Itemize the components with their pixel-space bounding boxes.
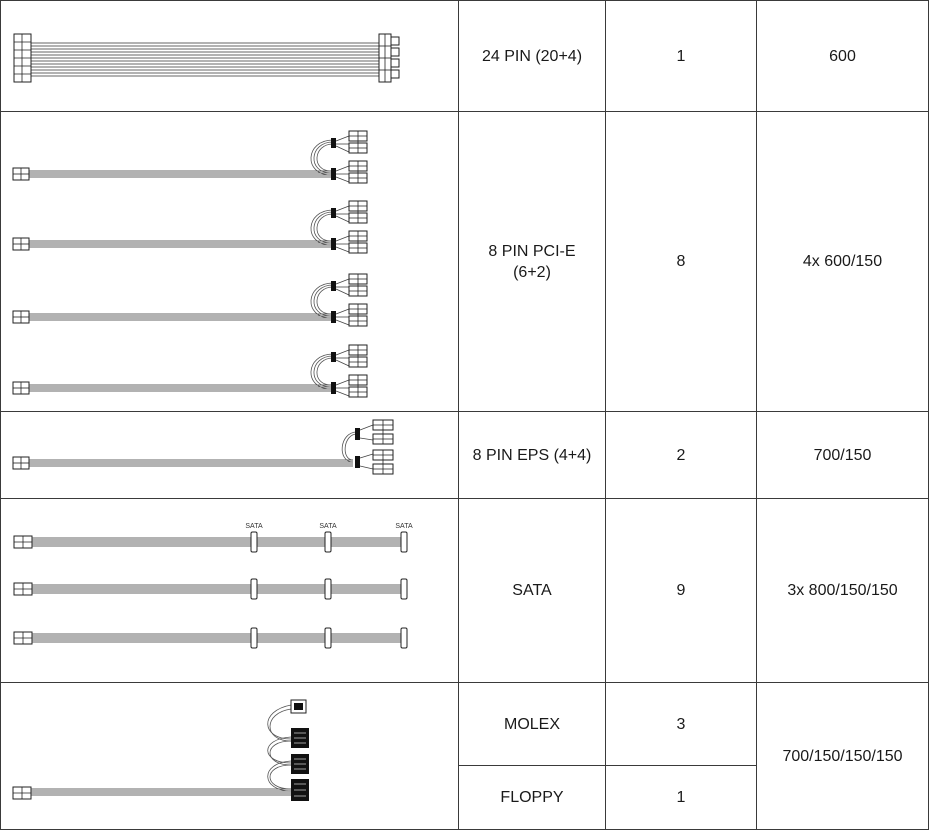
cable-length: 700/150: [813, 446, 872, 464]
cell-name-pcie: [470, 112, 594, 411]
cell-count-24pin: [606, 1, 756, 111]
connector-name: FLOPPY: [500, 789, 564, 806]
connector-count: 1: [676, 47, 686, 65]
sata-label: SATA: [395, 523, 413, 530]
cable-length: 4x 600/150: [802, 253, 883, 270]
connector-count: 8: [676, 253, 686, 270]
cable-length: 3x 800/150/150: [787, 582, 898, 599]
connector-name: SATA: [512, 582, 552, 599]
connector-name: 8 PIN PCI-E (6+2): [488, 242, 576, 281]
cable-length: 600: [829, 47, 856, 65]
cable-molex-floppy-illustration: [1, 683, 458, 829]
connector-name: MOLEX: [503, 715, 560, 733]
cell-name-molex: [459, 683, 605, 765]
cable-24pin-illustration: [1, 1, 458, 111]
connector-count: 3: [676, 715, 686, 733]
connector-count: 1: [676, 789, 686, 806]
cell-length-eps: [757, 412, 928, 498]
connector-count: 9: [676, 582, 686, 599]
cable-sata-illustration: [1, 499, 458, 682]
sata-label: SATA: [245, 523, 263, 530]
connector-count: 2: [676, 446, 686, 464]
cell-length-molex-floppy: [757, 683, 928, 829]
cell-length-sata: [757, 499, 928, 682]
cell-count-sata: [606, 499, 756, 682]
cell-name-24pin: [459, 1, 605, 111]
cell-name-eps: [459, 412, 605, 498]
cable-pcie-illustration: [1, 112, 458, 411]
cell-count-molex: [606, 683, 756, 765]
cell-count-pcie: [606, 112, 756, 411]
cell-length-pcie: [757, 112, 928, 411]
cell-count-floppy: [606, 766, 756, 829]
cell-name-sata: [459, 499, 605, 682]
cable-length: 700/150/150/150: [782, 747, 903, 765]
connector-name: 8 PIN EPS (4+4): [472, 446, 592, 464]
connector-name: 24 PIN (20+4): [481, 47, 583, 65]
sata-label: SATA: [319, 523, 337, 530]
cell-length-24pin: [757, 1, 928, 111]
cell-name-floppy: [459, 766, 605, 829]
cable-eps-illustration: [1, 412, 458, 498]
cell-count-eps: [606, 412, 756, 498]
